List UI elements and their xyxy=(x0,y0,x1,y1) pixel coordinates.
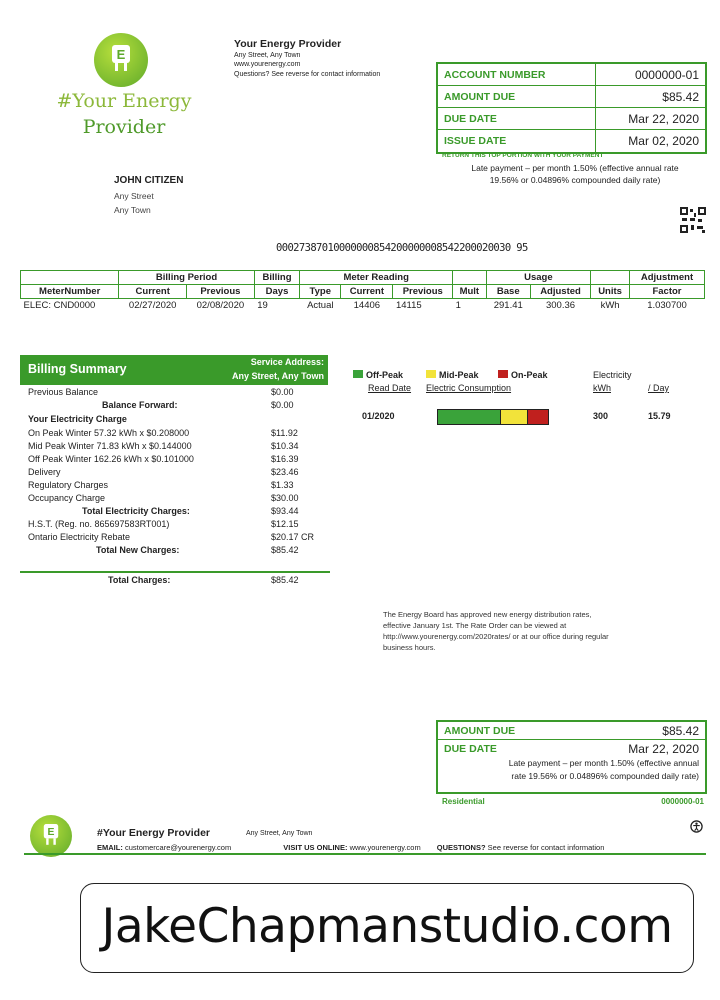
billing-header: Billing xyxy=(254,271,300,285)
plug-icon xyxy=(106,43,136,77)
cell-meter-number: ELEC: CND0000 xyxy=(23,300,96,311)
late-payment-line2: 19.56% or 0.04896% compounded daily rate) xyxy=(489,175,661,185)
bs-value: $85.42 xyxy=(271,575,299,585)
billing-summary-header xyxy=(20,355,328,385)
account-number-bottom: 0000000-01 xyxy=(661,797,704,806)
kwh-value: 300 xyxy=(593,411,609,421)
bs-row-total-new xyxy=(28,545,328,558)
cell-previous-period: 02/08/2020 xyxy=(196,300,245,311)
col-factor: Factor xyxy=(630,285,705,299)
bs-value: $85.42 xyxy=(271,545,299,555)
bs-label: Previous Balance xyxy=(28,387,99,397)
cell-previous-reading: 14115 xyxy=(395,300,422,311)
return-note: RETURN THIS TOP PORTION WITH YOUR PAYMENT xyxy=(442,152,604,159)
cell-units: kWh xyxy=(600,300,620,311)
meter-group-header-row xyxy=(21,271,705,285)
footer-address: Any Street, Any Town xyxy=(246,830,313,837)
bs-label: Balance Forward: xyxy=(102,400,178,410)
cell-base: 291.41 xyxy=(493,300,523,311)
bs-row-regulatory xyxy=(28,480,328,493)
bs-row-balance-forward xyxy=(28,400,328,413)
service-address-value: Any Street, Any Town xyxy=(231,371,324,381)
blank-mult-group-header xyxy=(453,271,487,285)
bs-value: $23.46 xyxy=(271,467,299,477)
meter-reading-header: Meter Reading xyxy=(300,271,453,285)
footer-logo xyxy=(30,815,72,857)
usage-header: Usage xyxy=(486,271,591,285)
bs-value: $0.00 xyxy=(271,387,294,397)
bs-row-delivery xyxy=(28,467,328,480)
issue-date-row xyxy=(438,130,705,152)
blank-units-group-header xyxy=(591,271,630,285)
service-address-label: Service Address: xyxy=(250,357,324,367)
footer-provider-name: #Your Energy Provider xyxy=(97,827,211,839)
bs-label: Ontario Electricity Rebate xyxy=(28,532,131,542)
cell-days: 19 xyxy=(257,300,268,311)
bs-value: $12.15 xyxy=(271,519,299,529)
cell-type: Actual xyxy=(307,300,334,311)
bs-row-off-peak xyxy=(28,454,328,467)
provider-logo xyxy=(94,33,148,87)
rate-notice xyxy=(383,609,609,653)
bs-row-total-electricity xyxy=(28,506,328,519)
legend-swatch-mid-peak xyxy=(426,370,436,378)
col-electricity-label: Electricity xyxy=(593,370,632,380)
barcode-number: 00027387010000000854200000008542200020030 95 xyxy=(276,242,528,254)
account-number-value: 0000000-01 xyxy=(634,68,699,82)
logo-text-line1: #Your Energy xyxy=(56,90,192,112)
due-date-value: Mar 22, 2020 xyxy=(628,112,699,126)
legend-on-peak: On-Peak xyxy=(498,370,548,380)
legend-swatch-off-peak xyxy=(353,370,363,378)
col-current-reading: Current xyxy=(341,285,393,299)
watermark-banner: JakeChapmanstudio.com xyxy=(80,883,694,973)
bs-label: Delivery xyxy=(28,467,61,477)
bs-label: Off Peak Winter 162.26 kWh x $0.101000 xyxy=(28,454,194,464)
notice-line3: http://www.yourenergy.com/2020rates/ or at our office during regular xyxy=(383,632,609,641)
col-mult: Mult xyxy=(453,285,487,299)
due-amount-label: AMOUNT DUE xyxy=(444,725,516,737)
col-base: Base xyxy=(486,285,530,299)
col-current-period: Current xyxy=(119,285,187,299)
col-meter-number: MeterNumber xyxy=(21,285,119,299)
meter-column-header-row xyxy=(21,285,705,299)
col-kwh-label: kWh xyxy=(593,383,611,393)
amount-due-value: $85.42 xyxy=(662,90,699,104)
bs-value: $30.00 xyxy=(271,493,299,503)
per-day-value: 15.79 xyxy=(648,411,671,421)
customer-street: Any Street xyxy=(114,191,154,201)
payment-due-box xyxy=(436,720,707,794)
cell-mult: 1 xyxy=(455,300,461,311)
provider-name: Your Energy Provider xyxy=(234,38,342,50)
footer-visit-label: VISIT US ONLINE: xyxy=(283,843,348,852)
footer-contact-line xyxy=(97,843,705,852)
bs-label: Total Electricity Charges: xyxy=(82,506,190,516)
footer-questions-label: QUESTIONS? xyxy=(436,843,486,852)
svg-text:E: E xyxy=(47,827,55,839)
consumption-bar xyxy=(437,409,549,425)
due-date-label-bottom: DUE DATE xyxy=(444,743,497,755)
due-late-line2: rate 19.56% or 0.04896% compounded daily rate) xyxy=(511,771,699,781)
adjustment-header: Adjustment xyxy=(630,271,705,285)
qr-code-icon xyxy=(680,207,706,233)
issue-date-value: Mar 02, 2020 xyxy=(628,134,699,148)
account-number-label: ACCOUNT NUMBER xyxy=(438,64,596,85)
footer-questions: See reverse for contact information xyxy=(487,843,605,852)
bs-value: $20.17 CR xyxy=(271,532,315,542)
bs-label: Mid Peak Winter 71.83 kWh x $0.144000 xyxy=(28,441,192,451)
meter-reading-table xyxy=(20,270,705,312)
amount-due-label: AMOUNT DUE xyxy=(438,86,596,107)
late-payment-line1: Late payment – per month 1.50% (effective annual rate xyxy=(471,163,679,173)
accessibility-icon xyxy=(690,820,703,833)
provider-questions: Questions? See reverse for contact information xyxy=(234,71,381,78)
account-number-row xyxy=(438,64,705,86)
provider-address: Any Street, Any Town xyxy=(234,52,301,59)
provider-website: www.yourenergy.com xyxy=(234,61,301,68)
notice-line4: business hours. xyxy=(383,643,436,652)
issue-date-label: ISSUE DATE xyxy=(438,130,596,152)
col-days: Days xyxy=(254,285,300,299)
bs-row-rebate xyxy=(28,532,328,545)
logo-text-line2: Provider xyxy=(82,116,166,138)
bs-row-mid-peak xyxy=(28,441,328,454)
legend-swatch-on-peak xyxy=(498,370,508,378)
col-day-label: / Day xyxy=(648,383,670,393)
billing-summary-divider xyxy=(20,571,330,573)
bs-row-occupancy xyxy=(28,493,328,506)
bs-label: Regulatory Charges xyxy=(28,480,109,490)
bs-value: $16.39 xyxy=(271,454,299,464)
due-date-row xyxy=(438,108,705,130)
bs-row-on-peak xyxy=(28,428,328,441)
table-row xyxy=(21,299,705,313)
bs-label: Your Electricity Charge xyxy=(28,414,127,424)
col-previous-reading: Previous xyxy=(393,285,453,299)
due-date-label: DUE DATE xyxy=(438,108,596,129)
billing-period-header: Billing Period xyxy=(119,271,254,285)
account-type: Residential xyxy=(442,797,485,806)
bs-row-previous-balance xyxy=(28,387,328,400)
notice-line1: The Energy Board has approved new energy distribution rates, xyxy=(383,610,592,619)
bs-value: $0.00 xyxy=(271,400,294,410)
billing-summary-title: Billing Summary xyxy=(28,362,127,376)
bs-label: H.S.T. (Reg. no. 865697583RT001) xyxy=(28,519,170,529)
bar-segment-off-peak xyxy=(438,410,500,424)
customer-town: Any Town xyxy=(114,205,151,215)
bs-label: Total New Charges: xyxy=(96,545,180,555)
read-date-value: 01/2020 xyxy=(362,411,395,421)
customer-name: JOHN CITIZEN xyxy=(114,175,184,186)
bs-value: $10.34 xyxy=(271,441,299,451)
bs-row-electricity-charge xyxy=(28,414,328,427)
cell-factor: 1.030700 xyxy=(647,300,687,311)
bs-label: On Peak Winter 57.32 kWh x $0.208000 xyxy=(28,428,190,438)
col-consumption-label: Electric Consumption xyxy=(426,383,512,393)
bs-label: Total Charges: xyxy=(108,575,171,585)
svg-text:E: E xyxy=(116,47,126,62)
cell-adjusted: 300.36 xyxy=(545,300,576,311)
col-type: Type xyxy=(300,285,341,299)
bs-row-hst xyxy=(28,519,328,532)
bs-label: Occupancy Charge xyxy=(28,493,106,503)
due-date-value-bottom: Mar 22, 2020 xyxy=(628,742,699,756)
bs-value: $93.44 xyxy=(271,506,299,516)
bs-value: $11.92 xyxy=(271,428,298,438)
notice-line2: effective January 1st. The Rate Order can be viewed at xyxy=(383,621,567,630)
blank-group-header xyxy=(21,271,119,285)
col-read-date-label: Read Date xyxy=(368,383,412,393)
col-previous-period: Previous xyxy=(187,285,255,299)
footer-divider xyxy=(24,853,706,855)
bs-value: $1.33 xyxy=(271,480,294,490)
due-late-line1: Late payment – per month 1.50% (effective annual xyxy=(508,758,699,768)
bar-segment-on-peak xyxy=(527,410,548,424)
due-box-divider xyxy=(438,739,705,740)
cell-current-period: 02/27/2020 xyxy=(128,300,177,311)
footer-email-label: EMAIL: xyxy=(97,843,123,852)
amount-due-row xyxy=(438,86,705,108)
footer-email[interactable]: customercare@yourenergy.com xyxy=(124,843,232,852)
col-units: Units xyxy=(591,285,630,299)
bs-row-total-charges xyxy=(28,575,328,588)
due-amount-value: $85.42 xyxy=(662,724,699,738)
footer-visit[interactable]: www.yourenergy.com xyxy=(349,843,421,852)
plug-icon xyxy=(39,822,63,850)
legend-off-peak: Off-Peak xyxy=(353,370,403,380)
col-adjusted: Adjusted xyxy=(530,285,590,299)
cell-current-reading: 14406 xyxy=(353,300,381,311)
legend-mid-peak: Mid-Peak xyxy=(426,370,479,380)
account-summary-box xyxy=(436,62,707,154)
bar-segment-mid-peak xyxy=(500,410,528,424)
